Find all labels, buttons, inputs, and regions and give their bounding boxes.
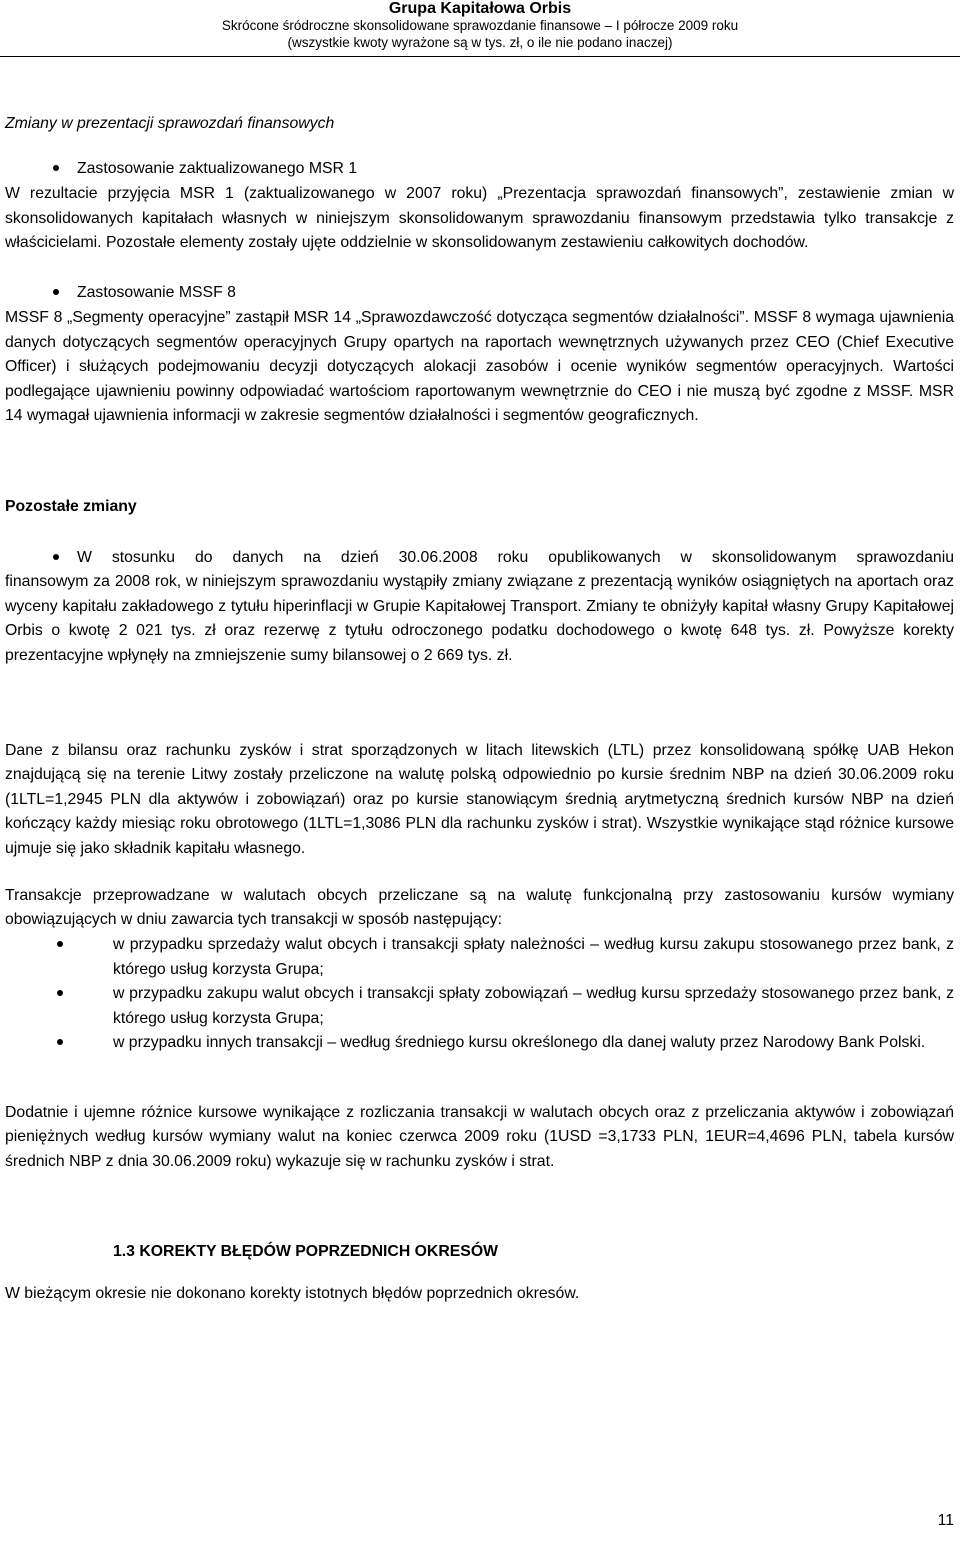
- bullet-other-changes: [77, 546, 954, 571]
- header-title: Grupa Kapitałowa Orbis: [388, 0, 572, 17]
- bullet-mssf8: [77, 281, 236, 306]
- bullet-icon: [53, 289, 59, 295]
- page-header: [0, 0, 960, 51]
- bullet-icon: [57, 941, 63, 947]
- section-title-presentation-changes: Zmiany w prezentacji sprawozdań finansowych: [5, 115, 335, 132]
- paragraph-fx-transactions: Transakcje przeprowadzane w walutach obcych przeliczane są na walutę funkcjonalną przy zastosowaniu kursów wymiany obowiązujących w dniu zawarcia tych transakcji w sposób następujący:: [5, 887, 954, 929]
- bullet-msr1: [77, 157, 357, 182]
- list-item: w przypadku innych transakcji – według średniego kursu określonego dla danej waluty przez Narodowy Bank Polski.: [113, 1031, 954, 1056]
- bullet-msr1-text: Zastosowanie zaktualizowanego MSR 1: [77, 160, 358, 177]
- paragraph-mssf8: MSSF 8 „Segmenty operacyjne” zastąpił MSR 14 „Sprawozdawczość dotycząca segmentów działalności”. MSSF 8 wymaga ujawnienia danych dotyczących segmentów operacyjnych Grupy opartych na raportach wewnętrznych używanych przez CEO (Chief Executive Officer) i służących podejmowaniu decyzji dotyczących alokacji zasobów i ocenie wyników segmentów operacyjnych. Wartości podlegające ujawnieniu powinny odpowiadać wartościom raportowanym wewnętrznie do CEO i nie muszą być zgodne z MSSF. MSR 14 wymagał ujawnienia informacji w zakresie segmentów działalności i segmentów geograficznych.: [5, 309, 954, 425]
- list-item: w przypadku zakupu walut obcych i transakcji spłaty zobowiązań – według kursu sprzedaży stosowanego przez bank, z którego usług korzysta Grupa;: [113, 982, 954, 1031]
- header-note: (wszystkie kwoty wyrażone są w tys. zł, o ile nie podano inaczej): [287, 35, 673, 50]
- paragraph-fx-differences: Dodatnie i ujemne różnice kursowe wynikające z rozliczania transakcji w walutach obcych oraz z przeliczania aktywów i zobowiązań pieniężnych według kursów wymiany walut na koniec czerwca 2009 roku (1USD =3,1733 PLN, 1EUR=4,4696 PLN, tabela kursów średnich NBP z dnia 30.06.2009 roku) wykazuje się w rachunku zysków i strat.: [5, 1104, 954, 1170]
- bullet-icon: [53, 165, 59, 171]
- section-title-other-changes: Pozostałe zmiany: [5, 498, 137, 515]
- header-divider: [0, 56, 960, 57]
- bullet-icon: [57, 990, 63, 996]
- paragraph-hekon-translation: Dane z bilansu oraz rachunku zysków i strat sporządzonych w litach litewskich (LTL) przez konsolidowaną spółkę UAB Hekon znajdującą się na terenie Litwy zostały przeliczone na walutę polską odpowiednio po kursie średnim NBP na dzień 30.06.2009 roku (1LTL=1,2945 PLN dla aktywów i zobowiązań) oraz po kursie stanowiącym średnią arytmetyczną średnich kursów NBP na dzień kończący każdy miesiąc roku obrotowego (1LTL=1,3086 PLN dla rachunku zysków i strat). Wszystkie wynikające stąd różnice kursowe ujmuje się jako składnik kapitału własnego.: [5, 742, 954, 857]
- paragraph-other-changes: finansowym za 2008 rok, w niniejszym sprawozdaniu wystąpiły zmiany związane z prezentacją wyników osiągniętych na aportach oraz wyceny kapitału zakładowego z tytułu hiperinflacji w Grupie Kapitałowej Transport. Zmiany te obniżyły kapitał własny Grupy Kapitałowej Orbis o kwotę 2 021 tys. zł oraz rezerwę z tytułu odroczonego podatku dochodowego o kwotę 648 tys. zł. Powyższe korekty prezentacyjne wpłynęły na zmniejszenie sumy bilansowej o 2 669 tys. zł.: [5, 573, 954, 664]
- list-item: w przypadku sprzedaży walut obcych i transakcji spłaty należności – według kursu zakupu stosowanego przez bank, z którego usług korzysta Grupa;: [113, 933, 954, 982]
- bullet-other-changes-text: W stosunku do danych na dzień 30.06.2008 roku opublikowanych w skonsolidowanym sprawozdaniu: [77, 549, 954, 566]
- paragraph-msr1: W rezultacie przyjęcia MSR 1 (zaktualizowanego w 2007 roku) „Prezentacja sprawozdań finansowych”, zestawienie zmian w skonsolidowanych kapitałach własnych w niniejszym skonsolidowanym sprawozdaniu finansowym przedstawia tylko transakcje z właścicielami. Pozostałe elementy zostały ujęte oddzielnie w skonsolidowanym zestawieniu całkowitych dochodów.: [5, 185, 954, 252]
- section-title-error-corrections: 1.3 KOREKTY BŁĘDÓW POPRZEDNICH OKRESÓW: [113, 1243, 499, 1260]
- bullet-icon: [57, 1039, 63, 1045]
- page-number: 11: [937, 1512, 954, 1529]
- paragraph-error-corrections: W bieżącym okresie nie dokonano korekty istotnych błędów poprzednich okresów.: [5, 1285, 580, 1302]
- bullet-icon: [53, 554, 59, 560]
- fx-rate-list: [113, 933, 954, 1056]
- bullet-mssf8-text: Zastosowanie MSSF 8: [77, 284, 236, 301]
- header-subtitle: Skrócone śródroczne skonsolidowane sprawozdanie finansowe – I półrocze 2009 roku: [221, 18, 739, 33]
